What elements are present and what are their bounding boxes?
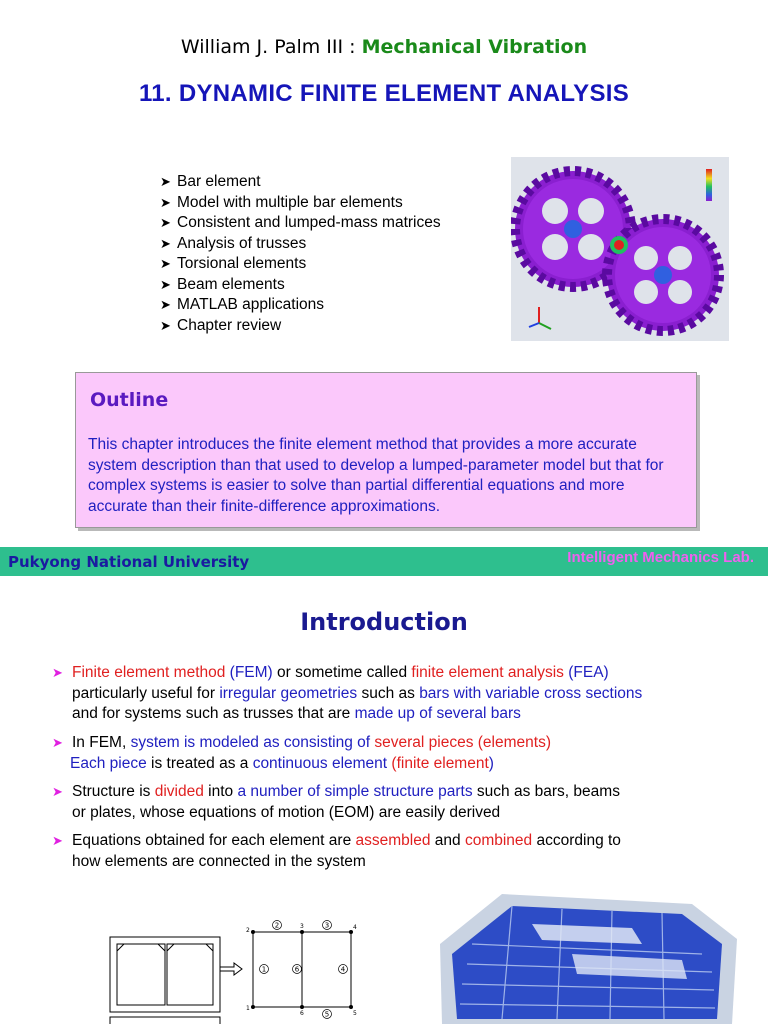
text-span: a number of simple structure parts	[237, 783, 473, 800]
node-label: 1	[246, 1005, 250, 1012]
gear-fem-image	[511, 157, 729, 341]
bullet-equations	[52, 831, 742, 872]
bullet-fem	[52, 663, 742, 725]
node-label: 2	[246, 927, 250, 934]
element-division-svg	[105, 915, 360, 1024]
bullet-line	[52, 704, 742, 725]
bullet-line	[52, 852, 742, 873]
text-span: or plates, whose equations of motion (EOM) are easily derived	[72, 803, 501, 821]
gear-fem-illustration	[511, 157, 729, 341]
topic-label: Model with multiple bar elements	[177, 193, 403, 211]
text-span: system is modeled as consisting of	[130, 734, 375, 751]
topic-label: Chapter review	[177, 316, 282, 334]
text-span: divided	[154, 783, 204, 800]
bullet-line	[52, 684, 742, 705]
bullet-line	[52, 831, 742, 852]
topic-label: Consistent and lumped-mass matrices	[177, 214, 441, 231]
text-span: assembled	[355, 832, 431, 849]
text-span: Finite element method	[72, 664, 230, 681]
topic-label: Torsional elements	[177, 255, 307, 272]
text-span: into	[203, 783, 238, 800]
arrow-bullet-icon: ➤	[160, 297, 171, 312]
topic-label: Bar element	[177, 173, 261, 190]
arrow-bullet-icon: ➤	[52, 735, 63, 750]
element-division-diagram	[105, 915, 360, 1024]
text-span: (FEA)	[563, 664, 609, 681]
text-span: (FEM)	[229, 664, 273, 681]
text-span: such as	[357, 684, 420, 702]
topic-item	[160, 234, 441, 255]
node-label: 5	[353, 1010, 357, 1017]
bullet-line	[52, 803, 742, 824]
node-label: 3	[300, 923, 304, 930]
introduction-title: Introduction	[300, 608, 468, 636]
arrow-bullet-icon: ➤	[52, 833, 63, 848]
element-label: 6	[294, 965, 300, 974]
topic-list	[160, 172, 441, 336]
bullet-line	[52, 754, 742, 775]
text-span: (	[387, 754, 397, 772]
text-span: continuous element	[252, 754, 388, 772]
text-span: such as bars, beams	[472, 783, 620, 800]
text-span: finite element analysis	[411, 664, 564, 681]
arrow-bullet-icon: ➤	[160, 235, 171, 251]
arrow-bullet-icon: ➤	[52, 784, 63, 799]
text-span: and for systems such as trusses that are	[72, 705, 355, 722]
text-span: several pieces (elements)	[374, 734, 551, 751]
arrow-bullet-icon: ➤	[160, 276, 171, 292]
book-title: Mechanical Vibration	[361, 36, 588, 58]
structure-3d-image	[432, 884, 742, 1024]
author-text: William J. Palm III :	[180, 36, 362, 58]
topic-item	[160, 172, 441, 193]
element-label: 5	[324, 1010, 330, 1019]
university-name: Pukyong National University	[8, 553, 250, 571]
text-span: made up of several bars	[354, 705, 521, 722]
topic-label: MATLAB applications	[177, 296, 325, 313]
text-span: )	[488, 754, 494, 772]
arrow-bullet-icon: ➤	[160, 317, 171, 333]
text-span: how elements are connected in the system	[72, 852, 366, 870]
arrow-bullet-icon: ➤	[160, 194, 171, 210]
arrow-bullet-icon: ➤	[160, 215, 171, 230]
outline-box	[75, 372, 697, 528]
arrow-bullet-icon: ➤	[52, 665, 63, 680]
footer-bar	[0, 547, 768, 576]
element-label: 3	[324, 921, 330, 930]
arrow-bullet-icon: ➤	[160, 174, 171, 189]
bullet-line	[52, 782, 742, 803]
bullet-line	[52, 663, 742, 684]
structure-3d-illustration	[432, 884, 742, 1024]
element-label: 1	[261, 965, 267, 974]
text-span: bars with variable cross sections	[419, 684, 643, 702]
element-label: 2	[274, 921, 280, 930]
topic-item	[160, 316, 441, 337]
arrow-bullet-icon: ➤	[160, 256, 171, 271]
text-span: In FEM,	[72, 734, 131, 751]
text-span: or sometime called	[272, 664, 412, 681]
text-span: Each piece	[70, 754, 147, 772]
bullet-structure	[52, 782, 742, 823]
text-span: Structure is	[72, 783, 155, 800]
outline-heading: Outline	[90, 389, 169, 411]
chapter-title: 11. DYNAMIC FINITE ELEMENT ANALYSIS	[138, 80, 630, 107]
text-span: Equations obtained for each element are	[72, 832, 356, 849]
topic-item	[160, 295, 441, 316]
bullet-in-fem	[52, 733, 742, 774]
node-label: 4	[353, 924, 357, 931]
topic-item	[160, 254, 441, 275]
text-span: according to	[532, 832, 621, 849]
text-span: is treated as a	[146, 754, 253, 772]
outline-text: This chapter introduces the finite element method that provides a more accurate system description than that used to develop a lumped-parameter model but that for complex systems is easier to solve than partial differential equations and more accurate than their finite-difference approximations.	[88, 436, 664, 515]
topic-item	[160, 213, 441, 234]
text-span: combined	[464, 832, 533, 849]
topic-item	[160, 275, 441, 296]
node-label: 6	[300, 1010, 304, 1017]
text-span: particularly useful for	[72, 684, 220, 702]
element-label: 4	[340, 965, 346, 974]
topic-item	[160, 193, 441, 214]
bullet-line	[52, 733, 742, 754]
text-span: irregular geometries	[219, 684, 358, 702]
topic-label: Beam elements	[177, 275, 285, 293]
text-span: and	[430, 832, 465, 849]
text-span: finite element	[396, 754, 489, 772]
slide1-header	[0, 36, 768, 58]
lab-name: Intelligent Mechanics Lab.	[567, 549, 754, 566]
topic-label: Analysis of trusses	[177, 234, 307, 252]
